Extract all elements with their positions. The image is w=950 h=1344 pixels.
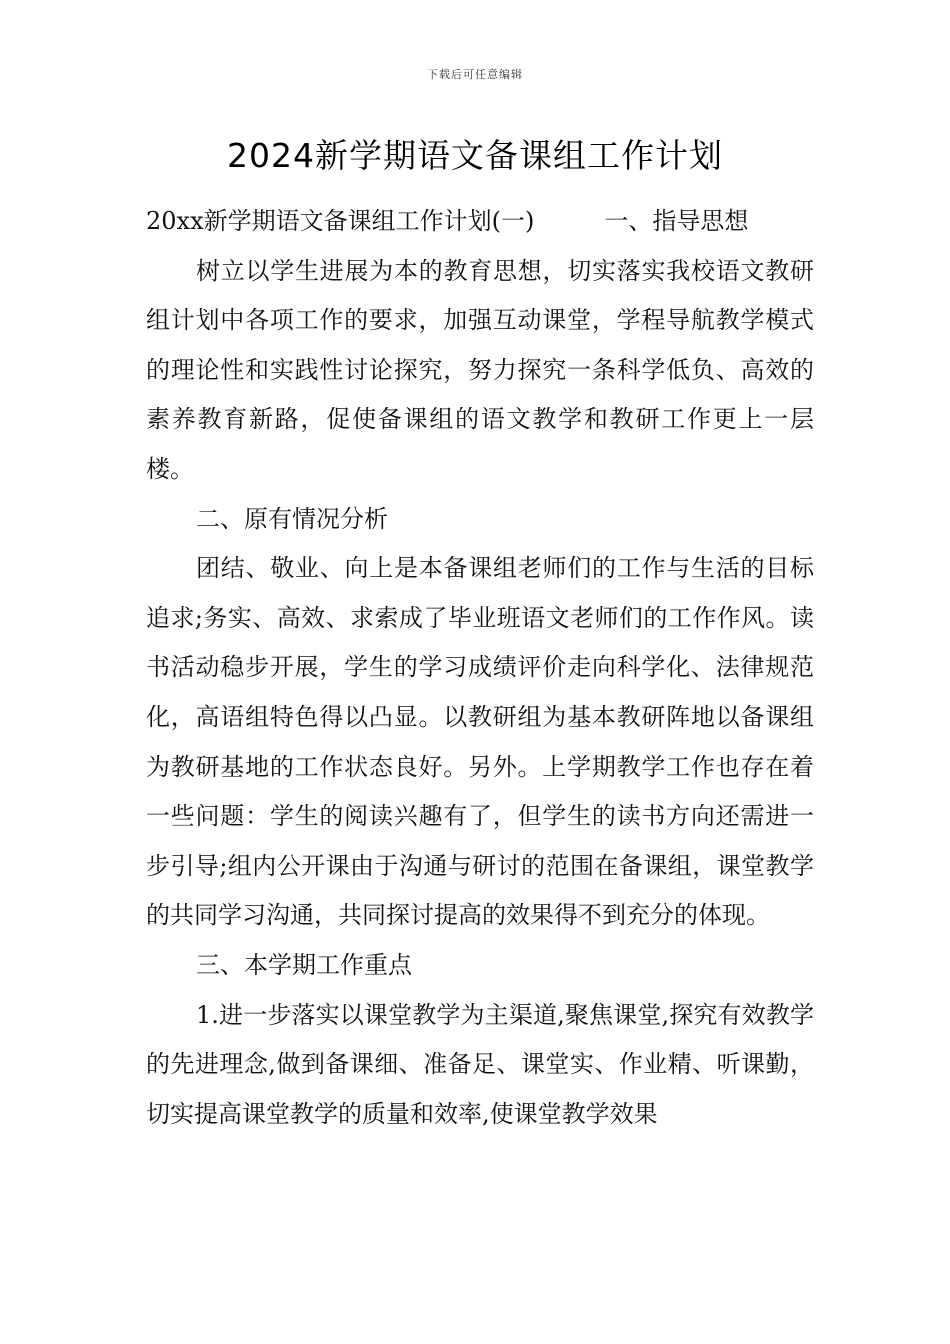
paragraph-work-focus-1: 1.进一步落实以课堂教学为主渠道,聚焦课堂,探究有效教学的先进理念,做到备课细、准备足、课堂实、作业精、听课勤，切实提高课堂教学的质量和效率,使课堂教学效果 [146, 1000, 814, 1128]
paragraph-situation-analysis: 团结、敬业、向上是本备课组老师们的工作与生活的目标追求;务实、高效、求索成了毕业班语文老师们的工作作风。读书活动稳步开展，学生的学习成绩评价走向科学化、法律规范化，高语组特色得以凸显。以教研组为基本教研阵地以备课组为教研基地的工作状态良好。另外。上学期教学工作也存在着一些问题：学生的阅读兴趣有了，但学生的读书方向还需进一步引导;组内公开课由于沟通与研讨的范围在备课组，课堂教学的共同学习沟通，共同探讨提高的效果得不到充分的体现。 [146, 554, 814, 930]
document-title: 2024新学期语文备课组工作计划 [227, 136, 723, 175]
section-heading-work-focus: 三、本学期工作重点 [196, 950, 412, 979]
section-heading-situation-analysis: 二、原有情况分析 [196, 504, 388, 533]
section-heading-guiding-ideology: 一、指导思想 [604, 207, 749, 235]
document-subtitle: 20xx新学期语文备课组工作计划(一) [146, 207, 535, 235]
document-body [146, 197, 814, 1139]
paragraph-guiding-ideology: 树立以学生进展为本的教育思想，切实落实我校语文教研组计划中各项工作的要求，加强互动课堂，学程导航教学模式的理论性和实践性讨论探究，努力探究一条科学低负、高效的素养教育新路，促使备课组的语文教学和教研工作更上一层楼。 [146, 256, 814, 483]
subtitle-line [146, 197, 814, 247]
page-header-note: 下载后可任意编辑 [427, 68, 523, 81]
